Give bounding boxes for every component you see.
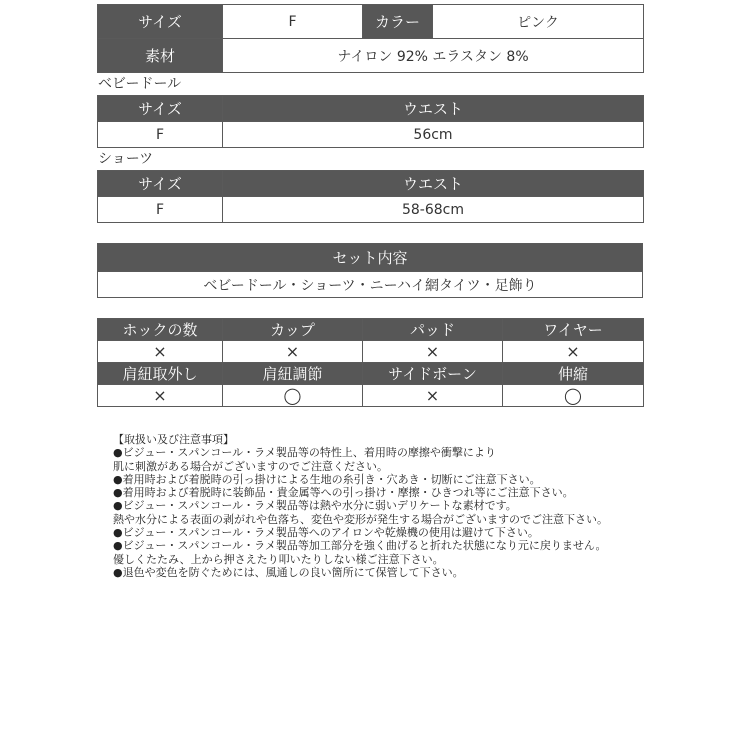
feature-header: ワイヤー <box>503 319 644 341</box>
feature-value: × <box>363 341 503 363</box>
feature-value: × <box>98 385 223 407</box>
shorts-size-value: F <box>98 197 223 223</box>
shorts-title: ショーツ <box>98 151 154 167</box>
spec-sheet <box>97 4 643 407</box>
size-label: サイズ <box>98 5 223 39</box>
set-contents-value: ベビードール・ショーツ・ニーハイ網タイツ・足飾り <box>98 272 643 298</box>
spec-table <box>97 4 644 73</box>
material-label: 素材 <box>98 39 223 73</box>
feature-value: ◯ <box>503 385 644 407</box>
care-notes <box>113 433 608 579</box>
feature-header: カップ <box>223 319 363 341</box>
shorts-waist-header: ウエスト <box>223 171 644 197</box>
color-value: ピンク <box>433 5 644 39</box>
shorts-waist-value: 58-68cm <box>223 197 644 223</box>
features-table <box>97 318 644 407</box>
feature-value: × <box>98 341 223 363</box>
note-line: ●ビジュー・スパンコール・ラメ製品等は熱や水分に弱いデリケートな素材です。 <box>113 499 517 513</box>
set-contents-header: セット内容 <box>98 244 643 272</box>
note-line: ●着用時および着脱時に装飾品・貴金属等への引っ掛け・摩擦・ひきつれ等にご注意下さい。 <box>113 486 574 500</box>
material-value: ナイロン 92% エラスタン 8% <box>223 39 644 73</box>
notes-heading: 【取扱い及び注意事項】 <box>113 433 234 446</box>
feature-value: × <box>503 341 644 363</box>
set-contents-table <box>97 243 643 298</box>
feature-header: ホックの数 <box>98 319 223 341</box>
babydoll-size-value: F <box>98 122 223 148</box>
babydoll-title: ベビードール <box>98 76 182 92</box>
feature-header: 肩紐取外し <box>98 363 223 385</box>
note-line: ●退色や変色を防ぐためには、風通しの良い箇所にて保管して下さい。 <box>113 565 464 579</box>
babydoll-waist-value: 56cm <box>223 122 644 148</box>
size-value: F <box>223 5 363 39</box>
note-line: ●ビジュー・スパンコール・ラメ製品等へのアイロンや乾燥機の使用は避けて下さい。 <box>113 526 539 540</box>
babydoll-size-header: サイズ <box>98 96 223 122</box>
note-line: ●着用時および着脱時の引っ掛けによる生地の糸引き・穴あき・切断にご注意下さい。 <box>113 472 541 486</box>
note-line: 優しくたたみ、上から押さえたり叩いたりしない様ご注意下さい。 <box>113 552 444 566</box>
note-line: 熱や水分による表面の剥がれや色落ち、変色や変形が発生する場合がございますのでご注意下さい。 <box>113 512 608 526</box>
shorts-table <box>97 170 644 223</box>
shorts-size-header: サイズ <box>98 171 223 197</box>
babydoll-table <box>97 95 644 148</box>
feature-value: × <box>223 341 363 363</box>
feature-header: 肩紐調節 <box>223 363 363 385</box>
note-line: ●ビジュー・スパンコール・ラメ製品等加工部分を強く曲げると折れた状態になり元に戻りません。 <box>113 539 607 553</box>
color-label: カラー <box>363 5 433 39</box>
note-line: ●ビジュー・スパンコール・ラメ製品等の特性上、着用時の摩擦や衝撃により <box>113 446 496 460</box>
feature-header: サイドボーン <box>363 363 503 385</box>
feature-header: パッド <box>363 319 503 341</box>
feature-value: ◯ <box>223 385 363 407</box>
note-line: 肌に刺激がある場合がございますのでご注意ください。 <box>113 459 388 473</box>
feature-header: 伸縮 <box>503 363 644 385</box>
feature-value: × <box>363 385 503 407</box>
babydoll-waist-header: ウエスト <box>223 96 644 122</box>
